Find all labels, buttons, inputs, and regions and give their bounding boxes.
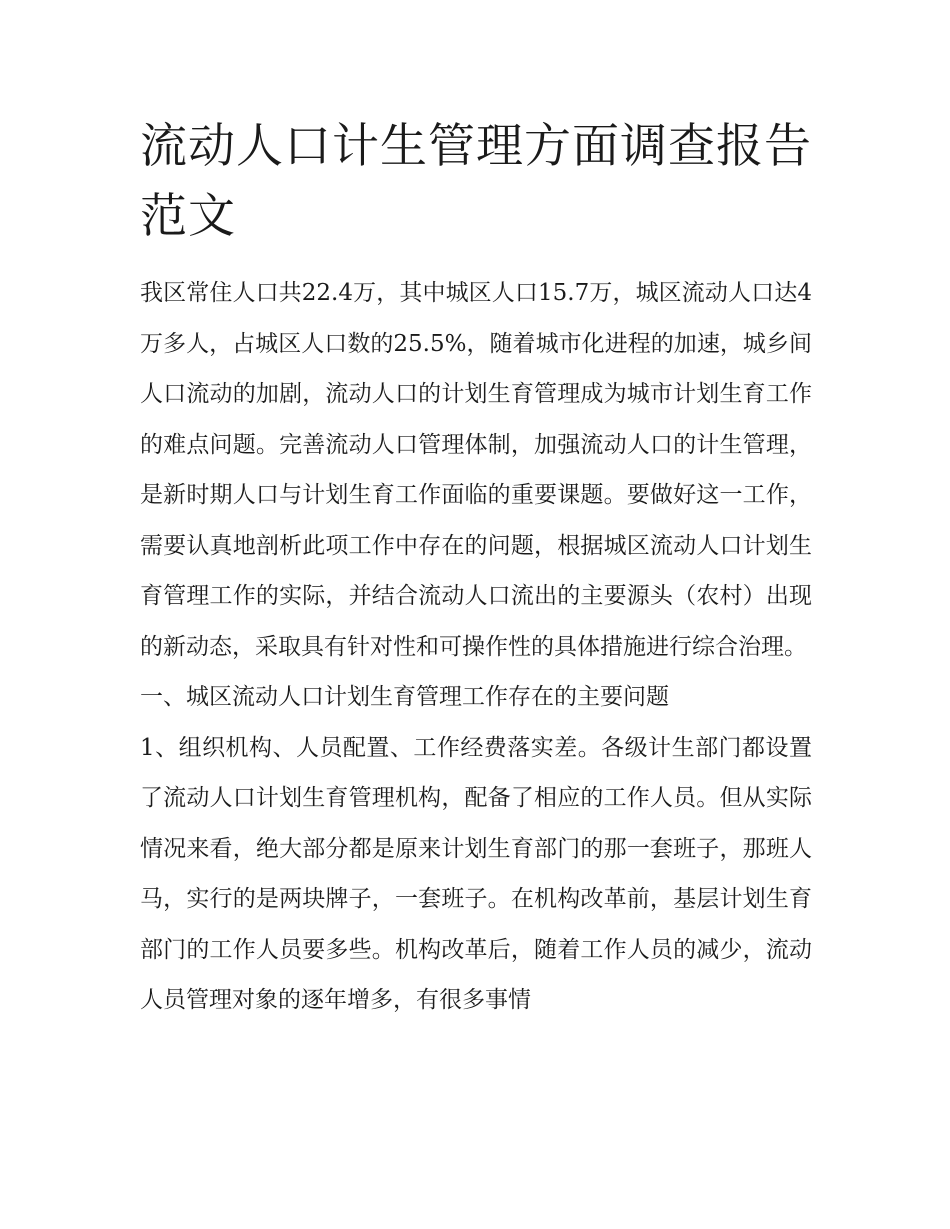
document-page [140,112,812,1026]
item-paragraph: 1、组织机构、人员配置、工作经费落实差。各级计生部门都设置了流动人口计划生育管理机构，配备了相应的工作人员。但从实际情况来看，绝大部分都是原来计划生育部门的那一套班子，那班人马，实行的是两块牌子，一套班子。在机构改革前，基层计划生育部门的工作人员要多些。机构改革后，随着工作人员的减少，流动人员管理对象的逐年增多，有很多事情 [140,734,812,1013]
section-heading: 一、城区流动人口计划生育管理工作存在的主要问题 [140,684,669,710]
document-title: 流动人口计生管理方面调查报告范文 [140,119,812,244]
document-body [140,268,812,1026]
intro-paragraph: 我区常住人口共22.4万，其中城区人口15.7万，城区流动人口达4万多人，占城区人口数的25.5%，随着城市化进程的加速，城乡间人口流动的加剧，流动人口的计划生育管理成为城市计划生育工作的难点问题。完善流动人口管理体制，加强流动人口的计生管理，是新时期人口与计划生育工作面临的重要课题。要做好这一工作，需要认真地剖析此项工作中存在的问题，根据城区流动人口计划生育管理工作的实际，并结合流动人口流出的主要源头（农村）出现的新动态，采取具有针对性和可操作性的具体措施进行综合治理。 [140,280,812,660]
